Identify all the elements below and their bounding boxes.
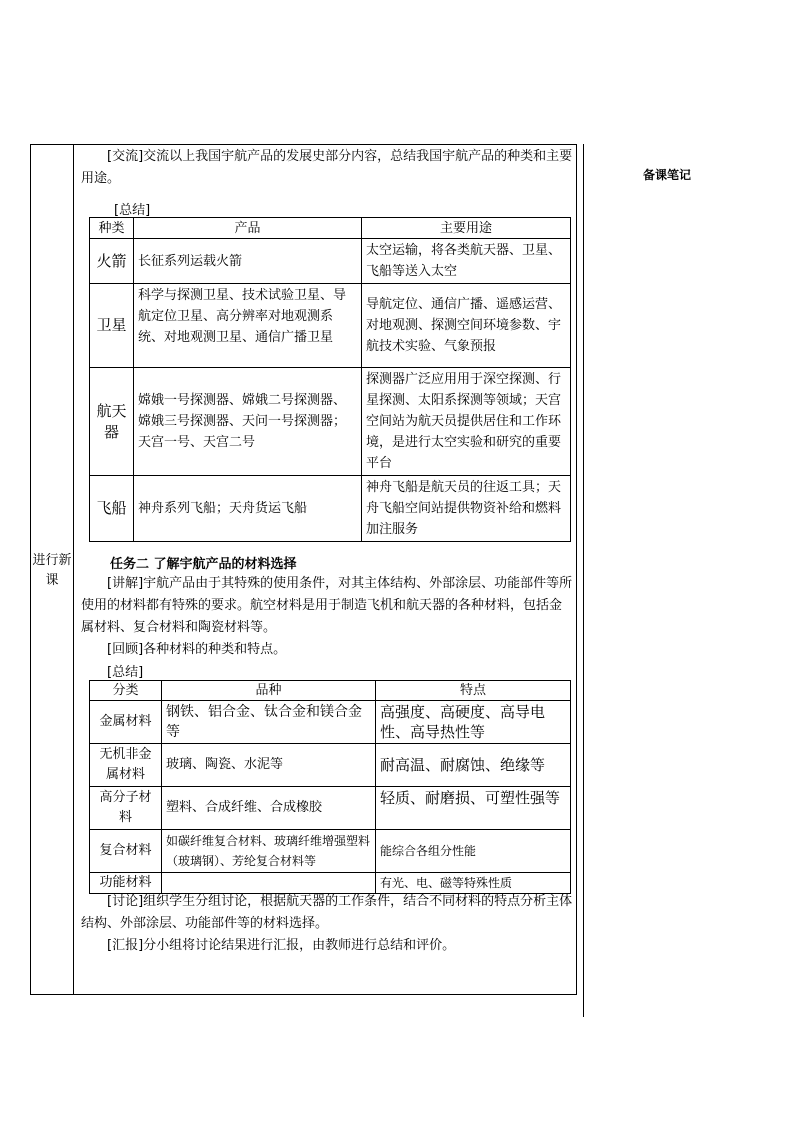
summary-label-2: [总结] bbox=[107, 665, 144, 680]
table-row bbox=[90, 476, 571, 542]
exchange-paragraph: [交流]交流以上我国宇航产品的发展史部分内容，总结我国宇航产品的种类和主要用途。 bbox=[81, 149, 573, 186]
report-paragraph: [汇报]分小组将讨论结果进行汇报，由教师进行总结和评价。 bbox=[107, 938, 456, 953]
feature-cell: 有光、电、磁等特殊性质 bbox=[376, 873, 571, 894]
summary-label-1: [总结] bbox=[114, 203, 151, 218]
discussion-paragraph: [讨论]组织学生分组讨论，根据航天器的工作条件，结合不同材料的特点分析主体结构、外部涂层、功能部件等的材料选择。 bbox=[81, 894, 573, 931]
feature-cell: 能综合各组分性能 bbox=[376, 830, 571, 873]
table-header-row bbox=[90, 681, 571, 701]
notes-divider bbox=[583, 144, 584, 1017]
header-cell-type: 种类 bbox=[90, 218, 134, 239]
product-cell: 科学与探测卫星、技术试验卫星、导航定位卫星、高分辨率对地观测系统、对地观测卫星、通信广播卫星 bbox=[134, 284, 362, 368]
feature-cell: 高强度、高硬度、高导电性、高导热性等 bbox=[376, 701, 571, 744]
header-cell-variety: 品种 bbox=[162, 681, 376, 701]
type-cell: 卫星 bbox=[90, 284, 134, 368]
materials-table bbox=[89, 680, 571, 894]
category-cell: 复合材料 bbox=[90, 830, 162, 873]
variety-cell: 塑料、合成纤维、合成橡胶 bbox=[162, 787, 376, 830]
variety-cell: 玻璃、陶瓷、水泥等 bbox=[162, 744, 376, 787]
category-cell: 功能材料 bbox=[90, 873, 162, 894]
type-cell: 航天器 bbox=[90, 368, 134, 476]
header-cell-feature: 特点 bbox=[376, 681, 571, 701]
review-paragraph: [回顾]各种材料的种类和特点。 bbox=[107, 642, 287, 657]
header-cell-use: 主要用途 bbox=[362, 218, 571, 239]
table-row bbox=[90, 701, 571, 744]
table-row bbox=[90, 239, 571, 284]
table-row bbox=[90, 830, 571, 873]
variety-cell: 钢铁、铝合金、钛合金和镁合金等 bbox=[162, 701, 376, 744]
table-row bbox=[90, 284, 571, 368]
table-row bbox=[90, 787, 571, 830]
use-cell: 神舟飞船是航天员的往返工具；天舟飞船空间站提供物资补给和燃料加注服务 bbox=[362, 476, 571, 542]
aerospace-products-table bbox=[89, 217, 571, 542]
table-row bbox=[90, 744, 571, 787]
variety-cell: 如碳纤维复合材料、玻璃纤维增强塑料（玻璃钢）、芳纶复合材料等 bbox=[162, 830, 376, 873]
use-cell: 探测器广泛应用用于深空探测、行星探测、太阳系探测等领域；天宫空间站为航天员提供居住和工作环境，是进行太空实验和研究的重要平台 bbox=[362, 368, 571, 476]
feature-cell: 耐高温、耐腐蚀、绝缘等 bbox=[376, 744, 571, 787]
header-cell-product: 产品 bbox=[134, 218, 362, 239]
sidebar-notes-label: 备课笔记 bbox=[643, 168, 692, 182]
category-cell: 无机非金属材料 bbox=[90, 744, 162, 787]
lesson-stage-label: 进行新课 bbox=[32, 553, 72, 588]
product-cell: 神舟系列飞船；天舟货运飞船 bbox=[134, 476, 362, 542]
lecture-paragraph: [讲解]宇航产品由于其特殊的使用条件，对其主体结构、外部涂层、功能部件等所使用的材料都有特殊的要求。航空材料是用于制造飞机和航天器的各种材料，包括金属材料、复合材料和陶瓷材料等。 bbox=[81, 576, 573, 635]
category-cell: 高分子材料 bbox=[90, 787, 162, 830]
use-cell: 太空运输，将各类航天器、卫星、飞船等送入太空 bbox=[362, 239, 571, 284]
product-cell: 嫦娥一号探测器、嫦娥二号探测器、嫦娥三号探测器、天问一号探测器；天宫一号、天宫二号 bbox=[134, 368, 362, 476]
task-two-title: 任务二 了解宇航产品的材料选择 bbox=[110, 557, 297, 572]
type-cell: 飞船 bbox=[90, 476, 134, 542]
table-header-row bbox=[90, 218, 571, 239]
category-cell: 金属材料 bbox=[90, 701, 162, 744]
use-cell: 导航定位、通信广播、遥感运营、对地观测、探测空间环境参数、宇航技术实验、气象预报 bbox=[362, 284, 571, 368]
table-row bbox=[90, 368, 571, 476]
type-cell: 火箭 bbox=[90, 239, 134, 284]
product-cell: 长征系列运载火箭 bbox=[134, 239, 362, 284]
feature-cell: 轻质、耐磨损、可塑性强等 bbox=[376, 787, 571, 830]
header-cell-category: 分类 bbox=[90, 681, 162, 701]
column-divider bbox=[73, 144, 74, 995]
